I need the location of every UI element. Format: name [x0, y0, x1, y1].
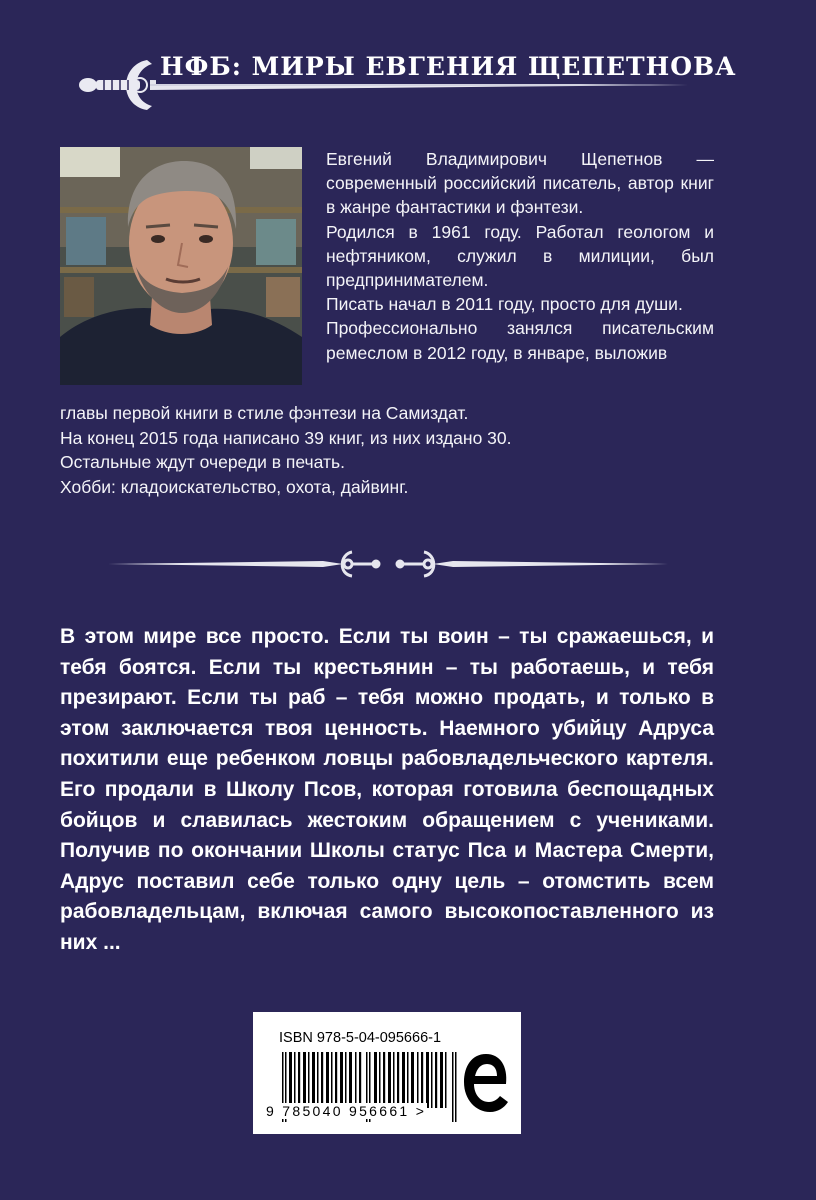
author-bio-full: [60, 401, 720, 499]
ornament-divider: [108, 544, 668, 584]
isbn-block: [253, 1012, 521, 1134]
bio-paragraph: Родился в 1961 году. Работал геологом и нефтяником, служил в милиции, был предпринимателем.: [326, 221, 714, 291]
barcode-digits: 9 785040 956661 >: [266, 1103, 427, 1119]
bio-paragraph: главы первой книги в стиле фэнтези на Самиздат.: [60, 403, 469, 423]
isbn-label: ISBN 978-5-04-095666-1: [279, 1030, 442, 1046]
left-ornament-icon: [342, 552, 379, 576]
bio-paragraph: Остальные ждут очереди в печать.: [60, 452, 345, 472]
author-photo: [60, 147, 302, 385]
author-bio-side: [326, 147, 714, 365]
bio-paragraph: Евгений Владимирович Щепетнов — современный российский писатель, автор книг в жанре фантастики и фэнтези.: [326, 149, 714, 218]
bio-paragraph: На конец 2015 года написано 39 книг, из них издано 30.: [60, 427, 512, 448]
publisher-logo-icon: [460, 1050, 512, 1116]
bio-paragraph: Профессионально занялся писательским ремеслом в 2012 году, в январе, выложив: [326, 318, 714, 363]
author-portrait-icon: [60, 147, 302, 385]
series-title: НФБ: МИРЫ ЕВГЕНИЯ ЩЕПЕТНОВА: [160, 52, 737, 81]
bio-paragraph: Писать начал в 2011 году, просто для души.: [326, 294, 683, 315]
book-annotation: В этом мире все просто. Если ты воин – ты сражаешься, и тебя боятся. Если ты крестьянин – ты работаешь, и тебя презирают. Если ты раб – тебя можно продать, и только в этом заключается твоя ценность. Наемного убийцу Адруса похитили еще ребенком ловцы рабовладельческого картеля. Его продали в Школу Псов, которая готовила беспощадных бойцов и славилась жестоким обращением с учениками. Получив по окончании Школы статус Пса и Мастера Смерти, Адрус поставил себе только одну цель – отомстить всем рабовладельцам, включая самого высокопоставленного из них ...: [60, 625, 714, 954]
bio-paragraph: Хобби: кладоискательство, охота, дайвинг.: [60, 476, 409, 497]
right-ornament-icon: [397, 552, 434, 576]
